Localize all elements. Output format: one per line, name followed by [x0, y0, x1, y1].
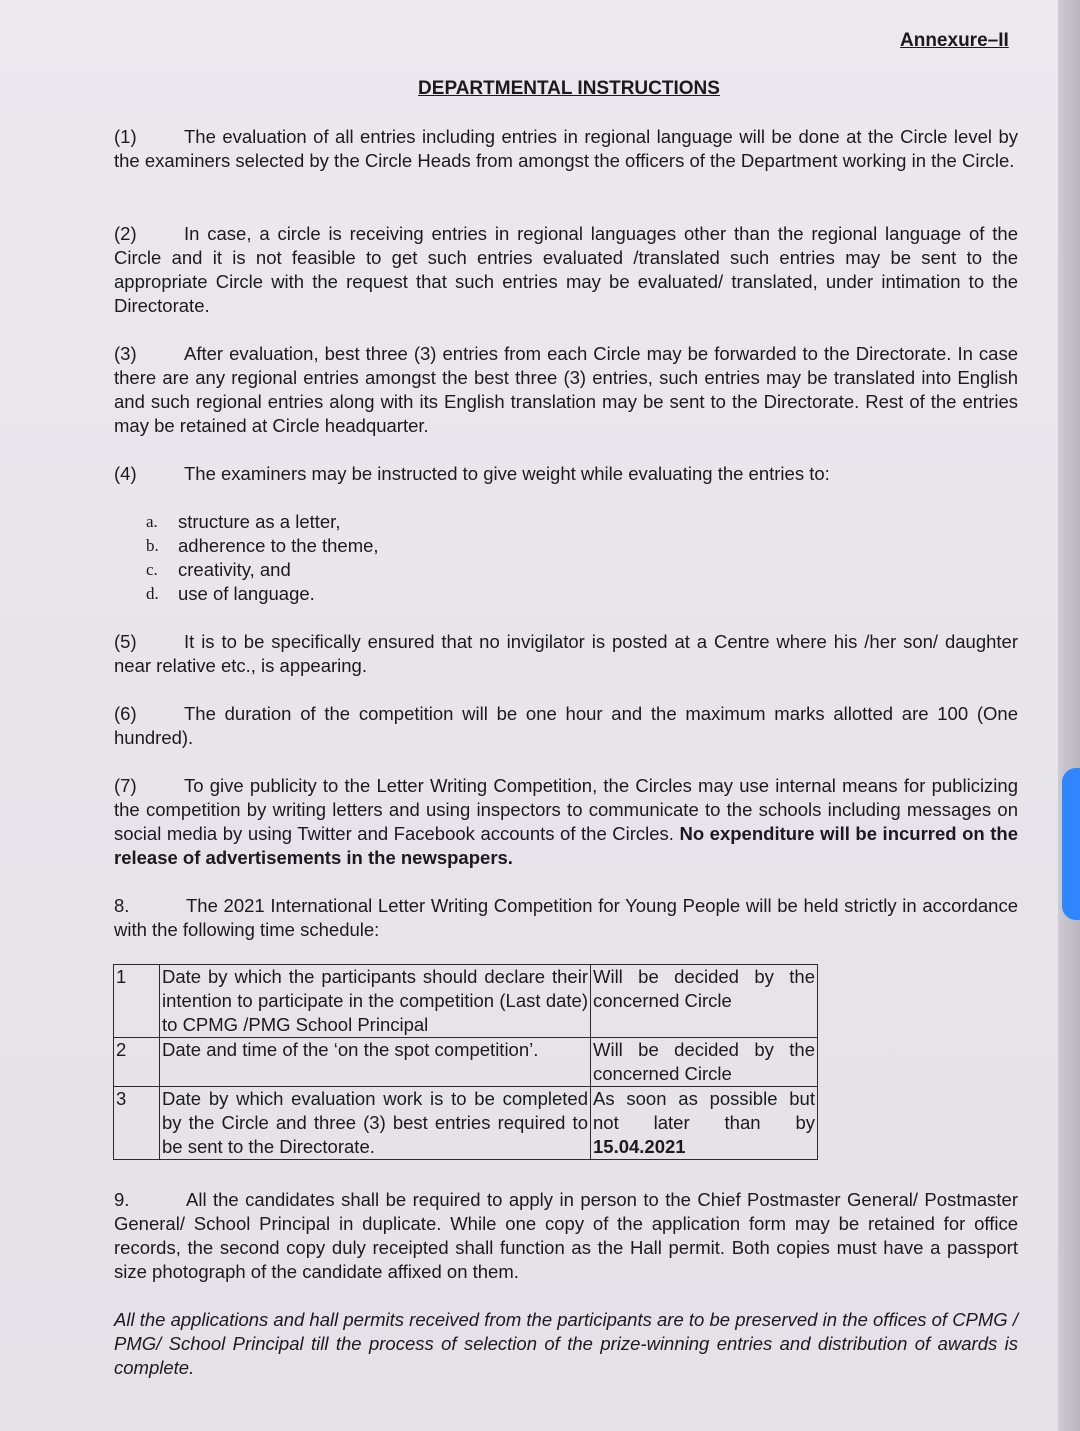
paragraph-text: The duration of the competition will be one hour and the maximum marks allotted are 100 (One hundred).: [114, 703, 1018, 748]
event-cell: Date by which the participants should declare their intention to participate in the competition (Last date) to CPMG /PMG School Principal: [160, 965, 591, 1038]
paragraph-6: [114, 702, 1018, 750]
criteria-list: [146, 510, 379, 606]
paragraph-text: In case, a circle is receiving entries in regional languages other than the regional language of the Circle and it is not feasible to get such entries evaluated /translated such entries may be sent to the appropriate Circle with the request that such entries may be evaluated/ translated, under intimation to the Directorate.: [114, 223, 1018, 316]
row-number: 3: [114, 1087, 160, 1160]
list-item: d. use of language.: [146, 583, 315, 604]
paragraph-9: [114, 1188, 1018, 1284]
paragraph-1: [114, 125, 1018, 173]
paragraph-number: (5): [114, 631, 137, 652]
paragraph-7: [114, 774, 1018, 870]
table-row: [114, 1087, 818, 1160]
paragraph-4: [114, 462, 1018, 486]
paragraph-number: (4): [114, 463, 137, 484]
paragraph-text: The evaluation of all entries including entries in regional language will be done at the Circle level by the examiners selected by the Circle Heads from amongst the officers of the Department working in the Circle.: [114, 126, 1018, 171]
row-number: 1: [114, 965, 160, 1038]
paragraph-emphasis: No expenditure will be incurred on the release of advertisements in the newspapers.: [114, 823, 1018, 868]
paragraph-text: It is to be specifically ensured that no invigilator is posted at a Centre where his /her son/ daughter near relative etc., is appearing.: [114, 631, 1018, 676]
schedule-table: [113, 964, 818, 1160]
table-row: [114, 965, 818, 1038]
list-item: c. creativity, and: [146, 559, 291, 580]
paragraph-number: (1): [114, 126, 137, 147]
deadline-cell: Will be decided by the concerned Circle: [591, 1038, 818, 1087]
list-item: a. structure as a letter,: [146, 511, 341, 532]
paragraph-3: [114, 342, 1018, 438]
annexure-label: Annexure–II: [900, 30, 1009, 51]
table-row: [114, 1038, 818, 1087]
list-item: b. adherence to the theme,: [146, 535, 379, 556]
paragraph-2: [114, 222, 1018, 318]
deadline-date: 15.04.2021: [593, 1136, 686, 1157]
paragraph-number: (7): [114, 775, 137, 796]
paragraph-number: (2): [114, 223, 137, 244]
page-title: DEPARTMENTAL INSTRUCTIONS: [418, 78, 720, 99]
paragraph-text: To give publicity to the Letter Writing Competition, the Circles may use internal means for publicizing the competition by writing letters and using inspectors to communicate to the schools including messages on social media by using Twitter and Facebook accounts of the Circles.: [114, 775, 1018, 844]
row-number: 2: [114, 1038, 160, 1087]
paragraph-text: After evaluation, best three (3) entries from each Circle may be forwarded to the Directorate. In case there are any regional entries amongst the best three (3) entries, such entries may be translated into English and such regional entries along with its English translation may be sent to the Directorate. Rest of the entries may be retained at Circle headquarter.: [114, 343, 1018, 436]
page-edge-shadow: [1058, 0, 1080, 1431]
paragraph-5: [114, 630, 1018, 678]
paragraph-text: All the candidates shall be required to apply in person to the Chief Postmaster General/ Postmaster General/ School Principal in duplicate. While one copy of the application form may be retained for office records, the second copy duly receipted shall function as the Hall permit. Both copies must have a passport size photograph of the candidate affixed on them.: [114, 1189, 1018, 1282]
paragraph-text: The examiners may be instructed to give weight while evaluating the entries to:: [184, 463, 830, 484]
paragraph-text: The 2021 International Letter Writing Competition for Young People will be held strictly in accordance with the following time schedule:: [114, 895, 1018, 940]
closing-note: All the applications and hall permits received from the participants are to be preserved in the offices of CPMG / PMG/ School Principal till the process of selection of the prize-winning entries and distribution of awards is complete.: [114, 1309, 1018, 1378]
paragraph-number: (3): [114, 343, 137, 364]
paragraph-8: [114, 894, 1018, 942]
deadline-cell: As soon as possible but not later than by 15.04.2021: [591, 1087, 818, 1160]
event-cell: Date and time of the ‘on the spot competition’.: [160, 1038, 591, 1087]
paragraph-number: 9.: [114, 1189, 130, 1210]
paragraph-number: 8.: [114, 895, 130, 916]
side-scroll-handle[interactable]: [1062, 768, 1080, 920]
event-cell: Date by which evaluation work is to be completed by the Circle and three (3) best entries required to be sent to the Directorate.: [160, 1087, 591, 1160]
paragraph-number: (6): [114, 703, 137, 724]
deadline-cell: Will be decided by the concerned Circle: [591, 965, 818, 1038]
